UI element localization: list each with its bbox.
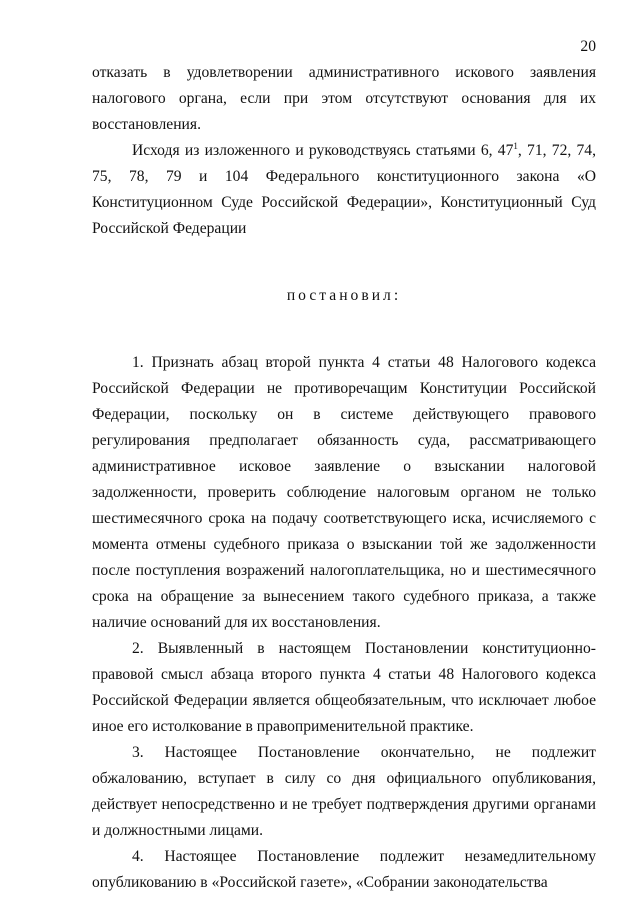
resolution-item-1: 1. Признать абзац второй пункта 4 статьи 48 Налогового кодекса Российской Федерации не противоречащим Конституции Российской Федерации, поскольку он в системе действующего правового регулирования предполагает обязанность суда, рассматривающего административное исковое заявление о взыскании налоговой задолженности, проверить соблюдение налоговым органом не только шестимесячного срока на подачу соответствующего иска, исчисляемого с момента отмены судебного приказа о взыскании той же задолженности после поступления возражений налогоплательщика, но и шестимесячного срока на обращение за вынесением такого судебного приказа, а также наличие оснований для их восстановления. — [92, 354, 596, 631]
resolution-item-3: 3. Настоящее Постановление окончательно, не подлежит обжалованию, вступает в силу со дня официального опубликования, действует непосредственно и не требует подтверждения другими органами и должностными лицами. — [92, 744, 596, 839]
page-number: 20 — [580, 38, 596, 55]
document-body — [92, 60, 596, 896]
basis-text-start: Исходя из изложенного и руководствуясь статьями 6, 47 — [132, 142, 514, 159]
continuation-paragraph: отказать в удовлетворении административного искового заявления налогового органа, если при этом отсутствуют основания для их восстановления. — [92, 64, 596, 133]
basis-paragraph — [92, 138, 596, 242]
resolution-item-4: 4. Настоящее Постановление подлежит незамедлительному опубликованию в «Российской газете», «Собрании законодательства — [92, 848, 596, 891]
resolution-item-2: 2. Выявленный в настоящем Постановлении конституционно-правовой смысл абзаца второго пункта 4 статьи 48 Налогового кодекса Российской Федерации является общеобязательным, что исключает любое иное его истолкование в правоприменительной практике. — [92, 640, 596, 735]
resolution-heading: постановил: — [286, 287, 402, 304]
basis-text-end: , 71, 72, 74, 75, 78, 79 и 104 Федерального конституционного закона «О Конституционном Суде Российской Федерации», Конституционный Суд Российской Федерации — [92, 142, 596, 237]
article-superscript: 1 — [513, 141, 518, 151]
